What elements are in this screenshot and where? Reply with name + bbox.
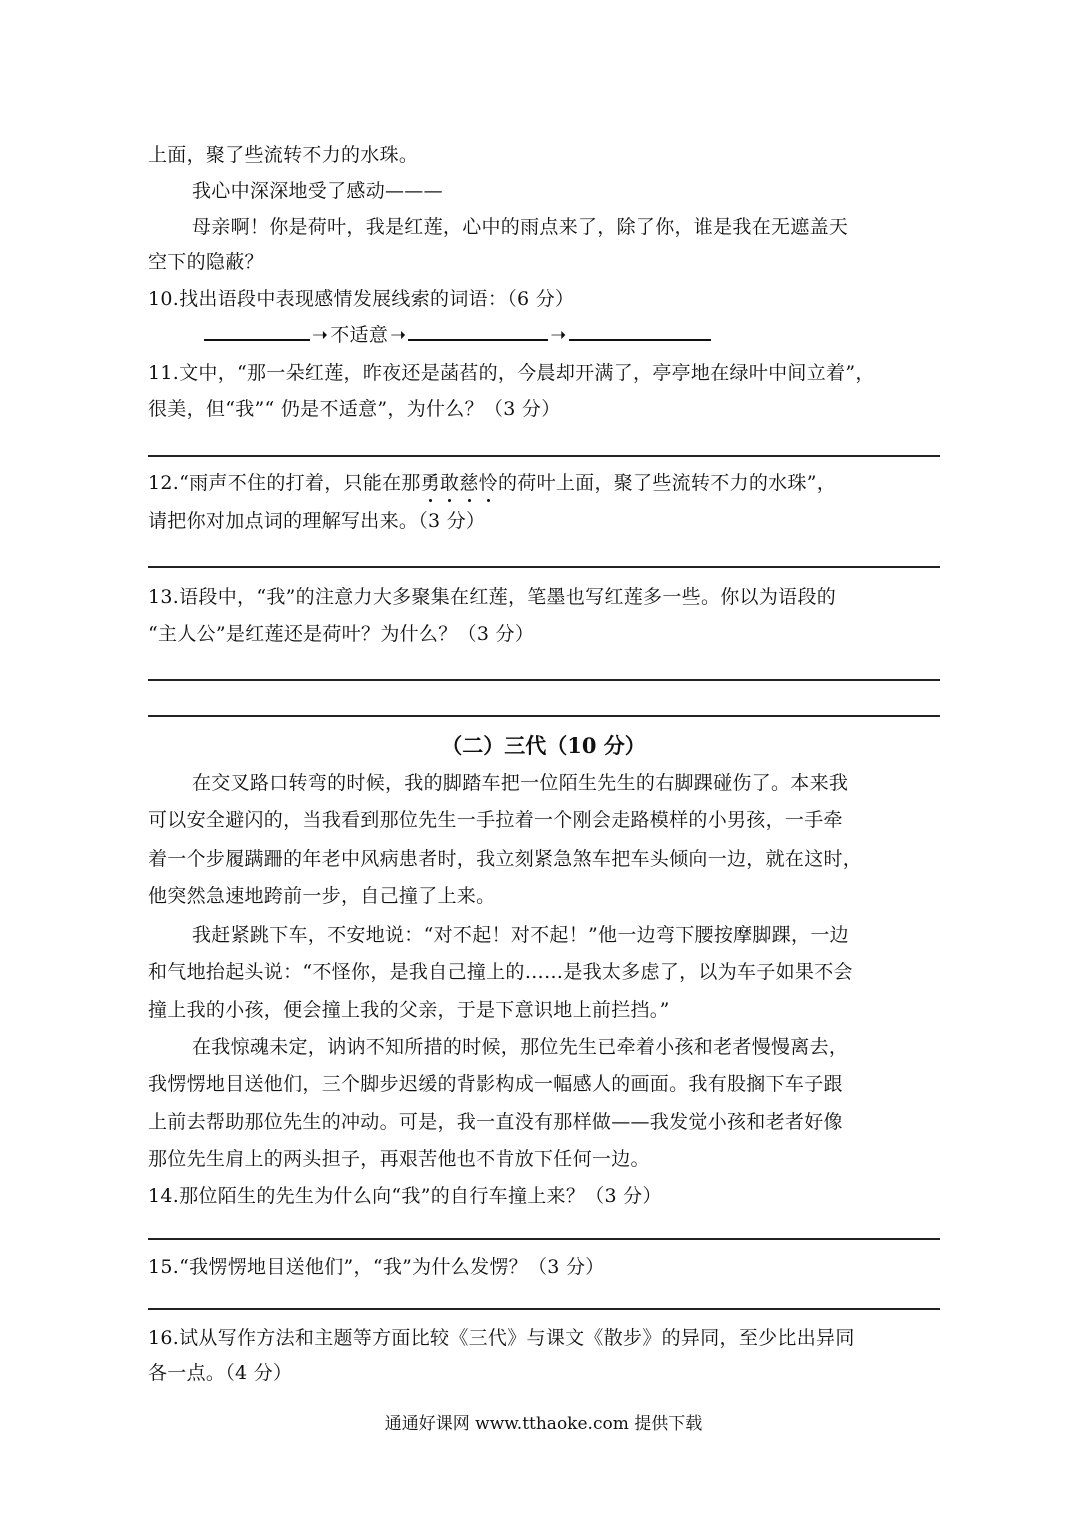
question-10: 10.找出语段中表现感情发展线索的词语：（6 分）: [148, 288, 575, 310]
question-11-cont: 很美，但“我”“ 仍是不适意”，为什么？（3 分）: [148, 398, 561, 420]
paragraph-line: 他突然急速地跨前一步，自己撞了上来。: [148, 885, 496, 907]
arrow-right-icon: ➝: [312, 324, 329, 346]
paragraph-line: 在交叉路口转弯的时候，我的脚踏车把一位陌生先生的右脚踝碰伤了。本来我: [192, 772, 849, 794]
answer-line[interactable]: [148, 679, 940, 681]
question-16-cont: 各一点。（4 分）: [148, 1362, 293, 1384]
question-12-cont: 请把你对加点词的理解写出来。（3 分）: [148, 510, 486, 532]
answer-blank[interactable]: [204, 325, 310, 341]
question-15: 15.“我愣愣地目送他们”，“我”为什么发愣？（3 分）: [148, 1256, 605, 1278]
paragraph-line: 在我惊魂未定，讷讷不知所措的时候，那位先生已牵着小孩和老者慢慢离去，: [192, 1036, 849, 1058]
paragraph-line: 撞上我的小孩，便会撞上我的父亲，于是下意识地上前拦挡。”: [148, 999, 670, 1021]
question-12: 12.“雨声不住的打着，只能在那勇敢慈怜的荷叶上面，聚了些流转不力的水珠”，: [148, 468, 943, 495]
question-13-cont: “主人公”是红莲还是荷叶？为什么？（3 分）: [148, 623, 535, 645]
dotted-char: 敢: [440, 468, 459, 495]
paragraph-line: 着一个步履蹒跚的年老中风病患者时，我立刻紧急煞车把车头倾向一边，就在这时，: [148, 848, 863, 870]
question-16: 16.试从写作方法和主题等方面比较《三代》与课文《散步》的异同，至少比出异同: [148, 1327, 855, 1349]
passage-line: 上面，聚了些流转不力的水珠。: [148, 144, 419, 166]
question-13: 13.语段中，“我”的注意力大多聚集在红莲，笔墨也写红莲多一些。你以为语段的: [148, 586, 837, 608]
arrow-right-icon: ➝: [550, 324, 567, 346]
dotted-char: 怜: [479, 468, 498, 495]
paragraph-line: 上前去帮助那位先生的冲动。可是，我一直没有那样做——我发觉小孩和老者好像: [148, 1111, 843, 1133]
paragraph-line: 那位先生肩上的两头担子，再艰苦他也不肯放下任何一边。: [148, 1148, 650, 1170]
answer-line[interactable]: [148, 715, 940, 717]
answer-line[interactable]: [148, 455, 940, 457]
question-11: 11.文中，“那一朵红莲，昨夜还是菡萏的，今晨却开满了，亭亭地在绿叶中间立着”，: [148, 362, 875, 384]
q10-middle-word: 不适意: [330, 324, 389, 346]
answer-line[interactable]: [148, 1308, 940, 1310]
passage-line: 空下的隐蔽？: [148, 251, 264, 273]
arrow-right-icon: ➝: [390, 324, 407, 346]
answer-line[interactable]: [148, 1238, 940, 1240]
paragraph-line: 我赶紧跳下车，不安地说：“对不起！对不起！”他一边弯下腰按摩脚踝，一边: [192, 924, 849, 946]
passage-line: 我心中深深地受了感动———: [192, 180, 443, 202]
answer-blank[interactable]: [569, 325, 711, 341]
passage-line: 母亲啊！你是荷叶，我是红莲，心中的雨点来了，除了你，谁是我在无遮盖天: [192, 216, 849, 238]
dotted-char: 勇: [421, 468, 440, 495]
answer-line[interactable]: [148, 566, 940, 568]
q10-answer-chain: [204, 320, 999, 347]
section-title: （二）三代（10 分）: [441, 733, 646, 758]
question-14: 14.那位陌生的先生为什么向“我”的自行车撞上来？（3 分）: [148, 1185, 662, 1207]
dotted-char: 慈: [459, 468, 478, 495]
page-footer: 通通好课网 www.tthaoke.com 提供下载: [384, 1414, 703, 1434]
paragraph-line: 我愣愣地目送他们，三个脚步迟缓的背影构成一幅感人的画面。我有股搁下车子跟: [148, 1073, 843, 1095]
paragraph-line: 可以安全避闪的，当我看到那位先生一手拉着一个刚会走路模样的小男孩，一手牵: [148, 809, 843, 831]
answer-blank[interactable]: [408, 325, 548, 341]
paragraph-line: 和气地抬起头说：“不怪你，是我自己撞上的……是我太多虑了，以为车子如果不会: [148, 961, 853, 983]
